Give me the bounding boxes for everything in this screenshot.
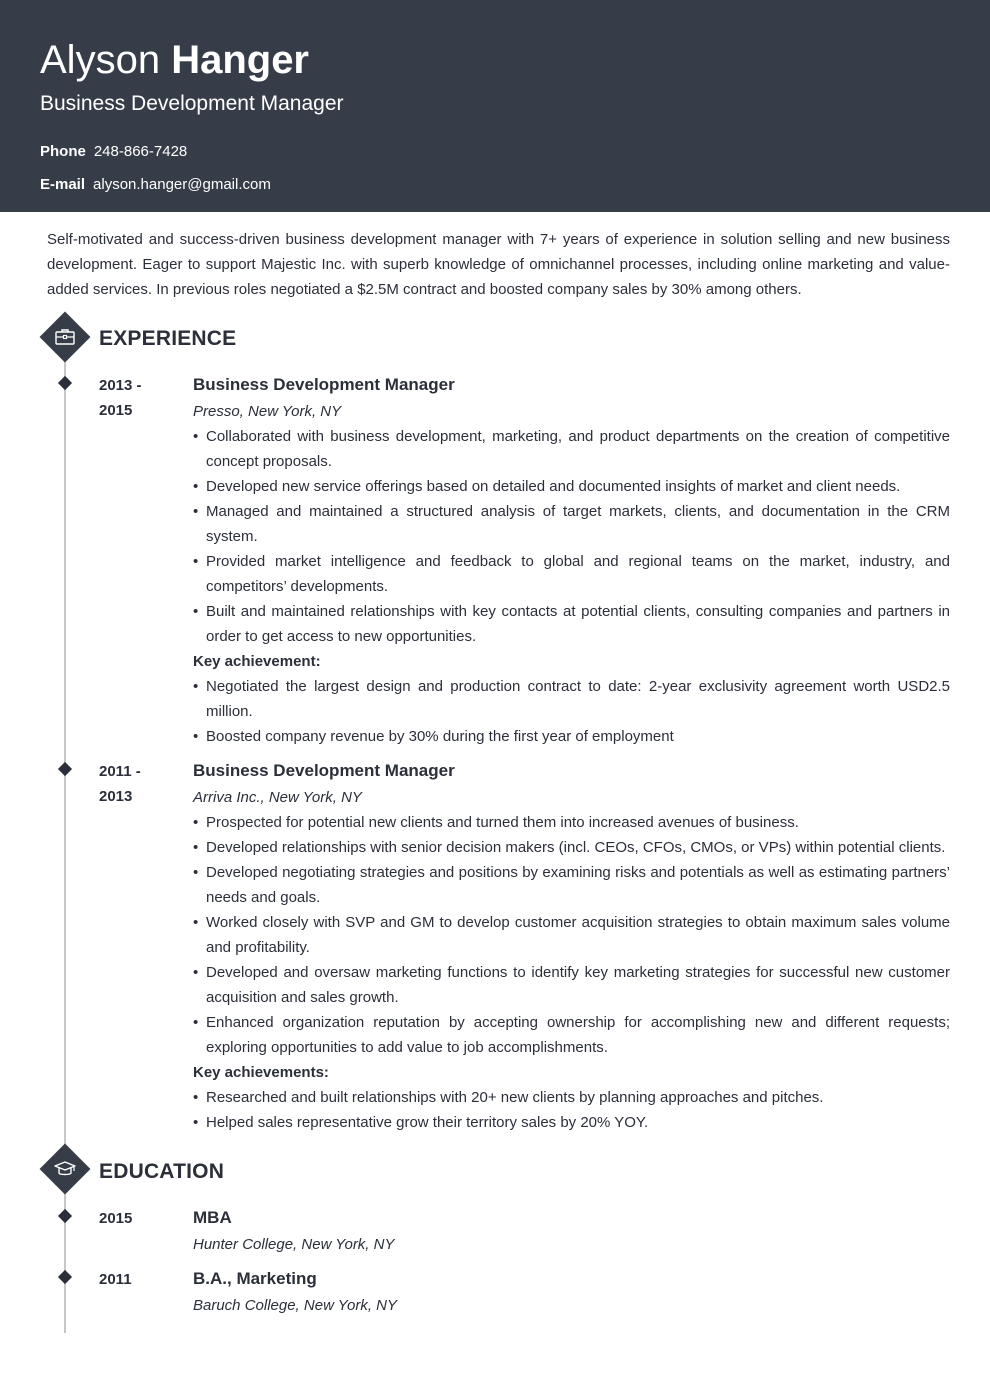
job-title: Business Development Manager (193, 375, 455, 394)
job-responsibilities (193, 424, 950, 649)
list-item: • Developed relationships with senior decision makers (incl. CEOs, CFOs, CMOs, or VPs) within potential clients. (193, 839, 946, 856)
list-item: • Developed and oversaw marketing functions to identify key marketing strategies for successful new customer acquisition and sales growth. (193, 964, 950, 1006)
education-degree: MBA (193, 1208, 232, 1227)
job-title: Business Development Manager (193, 761, 455, 780)
phone-label: Phone (40, 143, 86, 160)
list-item: • Researched and built relationships with 20+ new clients by planning approaches and pitches. (193, 1089, 824, 1106)
job-entry (193, 372, 950, 749)
list-item: • Negotiated the largest design and production contract to date: 2-year exclusivity agreement worth USD2.5 million. (193, 678, 950, 720)
candidate-name (40, 36, 309, 84)
briefcase-icon (50, 322, 80, 352)
job-company: Arriva Inc., New York, NY (193, 789, 362, 806)
job-entry (193, 758, 950, 1135)
job-date-end: 2015 (99, 402, 133, 419)
list-item: • Enhanced organization reputation by accepting ownership for accomplishing new and different requests; exploring opportunities to add value to job accomplishments. (193, 1014, 950, 1056)
job-dates (99, 373, 179, 423)
education-degree: B.A., Marketing (193, 1269, 317, 1288)
list-item: • Boosted company revenue by 30% during the first year of employment (193, 728, 674, 745)
list-item: • Provided market intelligence and feedback to global and regional teams on the market, industry, and competitors’ developments. (193, 553, 950, 595)
job-date-end: 2013 (99, 788, 133, 805)
job-date-start: 2011 - (99, 763, 141, 780)
candidate-title: Business Development Manager (40, 92, 344, 115)
timeline-dot (58, 1270, 72, 1284)
education-entry (193, 1266, 950, 1318)
list-item: • Helped sales representative grow their territory sales by 20% YOY. (193, 1114, 649, 1131)
list-item: • Managed and maintained a structured analysis of target markets, clients, and documentation in the CRM system. (193, 503, 950, 545)
resume-header (0, 0, 990, 212)
job-company: Presso, New York, NY (193, 403, 342, 420)
list-item: • Developed negotiating strategies and positions by examining risks and potentials as well as estimating partners’ needs and goals. (193, 864, 950, 906)
graduation-cap-icon (50, 1154, 80, 1184)
education-entry (193, 1205, 950, 1257)
list-item: • Built and maintained relationships with key contacts at potential clients, consulting companies and partners in order to get access to new opportunities. (193, 603, 950, 645)
job-responsibilities (193, 810, 950, 1060)
job-achievements (193, 1085, 950, 1135)
phone-value[interactable]: 248-866-7428 (93, 143, 188, 160)
key-achievement-label: Key achievements: (193, 1064, 329, 1081)
email-label: E-mail (40, 176, 86, 193)
profile-summary: Self-motivated and success-driven business development manager with 7+ years of experience in solution selling and new business development. Eager to support Majestic Inc. with superb knowledge of omnichannel processes, including online marketing and value-added services. In previous roles negotiated a $2.5M contract and boosted company sales by 30% among others. (47, 231, 950, 298)
key-achievement-label: Key achievement: (193, 653, 321, 670)
education-heading: EDUCATION (99, 1160, 225, 1183)
job-dates (99, 759, 179, 809)
list-item: • Collaborated with business development, marketing, and product departments on the creation of competitive concept proposals. (193, 428, 950, 470)
education-school: Hunter College, New York, NY (193, 1236, 395, 1253)
timeline-dot (58, 1209, 72, 1223)
job-achievements (193, 674, 950, 749)
education-year: 2011 (99, 1271, 132, 1288)
timeline-dot (58, 762, 72, 776)
email-value[interactable]: alyson.hanger@gmail.com (93, 176, 271, 193)
list-item: • Developed new service offerings based on detailed and documented insights of market and client needs. (193, 478, 901, 495)
timeline-dot (58, 376, 72, 390)
list-item: • Worked closely with SVP and GM to develop customer acquisition strategies to obtain maximum sales volume and profitability. (193, 914, 950, 956)
contact-email (40, 175, 271, 195)
education-year: 2015 (99, 1210, 133, 1227)
job-date-start: 2013 - (99, 377, 142, 394)
education-school: Baruch College, New York, NY (193, 1297, 397, 1314)
list-item: • Prospected for potential new clients and turned them into increased avenues of business. (193, 814, 799, 831)
last-name: Hanger (171, 38, 309, 82)
experience-heading: EXPERIENCE (99, 327, 237, 350)
first-name: Alyson (40, 38, 161, 82)
contact-phone (40, 142, 187, 162)
